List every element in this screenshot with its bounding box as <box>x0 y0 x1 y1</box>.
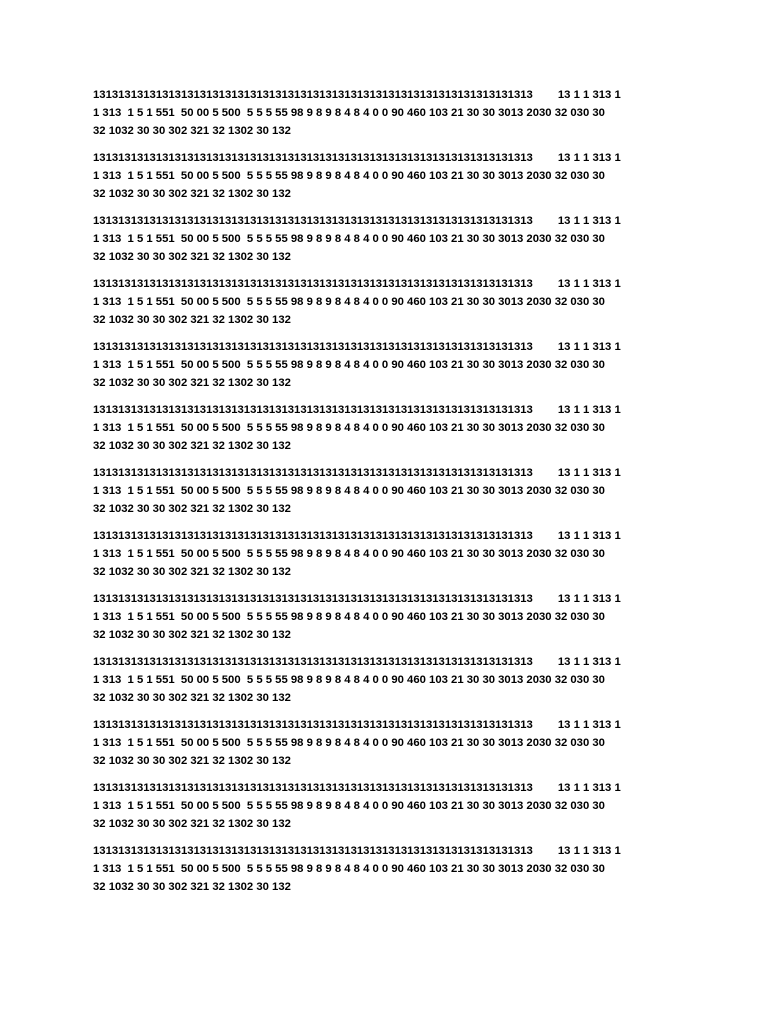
paragraph-line: 1313131313131313131313131313131313131313131313131313131313131313131313 13 1 1 313 1 <box>93 656 621 668</box>
paragraph-line: 32 1032 30 30 302 321 32 1302 30 132 <box>93 314 291 326</box>
paragraph-line: 1313131313131313131313131313131313131313131313131313131313131313131313 13 1 1 313 1 <box>93 89 621 101</box>
paragraph-line: 1313131313131313131313131313131313131313131313131313131313131313131313 13 1 1 313 1 <box>93 719 621 731</box>
paragraph-line: 1313131313131313131313131313131313131313131313131313131313131313131313 13 1 1 313 1 <box>93 404 621 416</box>
paragraph-line: 1 313 1 5 1 551 50 00 5 500 5 5 5 55 98 9 8 9 8 4 8 4 0 0 90 460 103 21 30 30 3013 2030 32 030 30 <box>93 737 605 749</box>
paragraph-line: 1 313 1 5 1 551 50 00 5 500 5 5 5 55 98 9 8 9 8 4 8 4 0 0 90 460 103 21 30 30 3013 2030 32 030 30 <box>93 422 605 434</box>
paragraph-line: 32 1032 30 30 302 321 32 1302 30 132 <box>93 188 291 200</box>
paragraph-line: 1313131313131313131313131313131313131313131313131313131313131313131313 13 1 1 313 1 <box>93 845 621 857</box>
paragraph-line: 1 313 1 5 1 551 50 00 5 500 5 5 5 55 98 9 8 9 8 4 8 4 0 0 90 460 103 21 30 30 3013 2030 32 030 30 <box>93 170 605 182</box>
paragraph <box>93 401 673 455</box>
paragraph <box>93 149 673 203</box>
paragraph-line: 32 1032 30 30 302 321 32 1302 30 132 <box>93 629 291 641</box>
paragraph <box>93 527 673 581</box>
paragraph <box>93 653 673 707</box>
paragraph <box>93 842 673 896</box>
paragraph-line: 32 1032 30 30 302 321 32 1302 30 132 <box>93 440 291 452</box>
paragraph-line: 32 1032 30 30 302 321 32 1302 30 132 <box>93 125 291 137</box>
paragraph-line: 32 1032 30 30 302 321 32 1302 30 132 <box>93 881 291 893</box>
paragraph-line: 1 313 1 5 1 551 50 00 5 500 5 5 5 55 98 9 8 9 8 4 8 4 0 0 90 460 103 21 30 30 3013 2030 32 030 30 <box>93 233 605 245</box>
paragraph <box>93 590 673 644</box>
paragraph-line: 1313131313131313131313131313131313131313131313131313131313131313131313 13 1 1 313 1 <box>93 530 621 542</box>
paragraph <box>93 338 673 392</box>
paragraph-line: 1313131313131313131313131313131313131313131313131313131313131313131313 13 1 1 313 1 <box>93 278 621 290</box>
paragraph <box>93 275 673 329</box>
paragraph <box>93 716 673 770</box>
paragraph-line: 32 1032 30 30 302 321 32 1302 30 132 <box>93 377 291 389</box>
paragraph-line: 32 1032 30 30 302 321 32 1302 30 132 <box>93 818 291 830</box>
paragraph-line: 1 313 1 5 1 551 50 00 5 500 5 5 5 55 98 9 8 9 8 4 8 4 0 0 90 460 103 21 30 30 3013 2030 32 030 30 <box>93 485 605 497</box>
paragraph <box>93 86 673 140</box>
paragraph-line: 1 313 1 5 1 551 50 00 5 500 5 5 5 55 98 9 8 9 8 4 8 4 0 0 90 460 103 21 30 30 3013 2030 32 030 30 <box>93 800 605 812</box>
paragraph <box>93 779 673 833</box>
paragraph-line: 1 313 1 5 1 551 50 00 5 500 5 5 5 55 98 9 8 9 8 4 8 4 0 0 90 460 103 21 30 30 3013 2030 32 030 30 <box>93 548 605 560</box>
paragraph-line: 32 1032 30 30 302 321 32 1302 30 132 <box>93 755 291 767</box>
paragraph-line: 32 1032 30 30 302 321 32 1302 30 132 <box>93 251 291 263</box>
paragraph <box>93 212 673 266</box>
paragraph-line: 32 1032 30 30 302 321 32 1302 30 132 <box>93 692 291 704</box>
paragraph <box>93 464 673 518</box>
paragraph-line: 1313131313131313131313131313131313131313131313131313131313131313131313 13 1 1 313 1 <box>93 593 621 605</box>
paragraph-line: 1313131313131313131313131313131313131313131313131313131313131313131313 13 1 1 313 1 <box>93 215 621 227</box>
document-body <box>93 86 673 905</box>
paragraph-line: 1 313 1 5 1 551 50 00 5 500 5 5 5 55 98 9 8 9 8 4 8 4 0 0 90 460 103 21 30 30 3013 2030 32 030 30 <box>93 611 605 623</box>
paragraph-line: 1 313 1 5 1 551 50 00 5 500 5 5 5 55 98 9 8 9 8 4 8 4 0 0 90 460 103 21 30 30 3013 2030 32 030 30 <box>93 359 605 371</box>
paragraph-line: 1 313 1 5 1 551 50 00 5 500 5 5 5 55 98 9 8 9 8 4 8 4 0 0 90 460 103 21 30 30 3013 2030 32 030 30 <box>93 107 605 119</box>
paragraph-line: 32 1032 30 30 302 321 32 1302 30 132 <box>93 503 291 515</box>
paragraph-line: 1313131313131313131313131313131313131313131313131313131313131313131313 13 1 1 313 1 <box>93 467 621 479</box>
paragraph-line: 1 313 1 5 1 551 50 00 5 500 5 5 5 55 98 9 8 9 8 4 8 4 0 0 90 460 103 21 30 30 3013 2030 32 030 30 <box>93 863 605 875</box>
paragraph-line: 1313131313131313131313131313131313131313131313131313131313131313131313 13 1 1 313 1 <box>93 341 621 353</box>
paragraph-line: 1313131313131313131313131313131313131313131313131313131313131313131313 13 1 1 313 1 <box>93 152 621 164</box>
paragraph-line: 32 1032 30 30 302 321 32 1302 30 132 <box>93 566 291 578</box>
paragraph-line: 1 313 1 5 1 551 50 00 5 500 5 5 5 55 98 9 8 9 8 4 8 4 0 0 90 460 103 21 30 30 3013 2030 32 030 30 <box>93 674 605 686</box>
paragraph-line: 1313131313131313131313131313131313131313131313131313131313131313131313 13 1 1 313 1 <box>93 782 621 794</box>
paragraph-line: 1 313 1 5 1 551 50 00 5 500 5 5 5 55 98 9 8 9 8 4 8 4 0 0 90 460 103 21 30 30 3013 2030 32 030 30 <box>93 296 605 308</box>
